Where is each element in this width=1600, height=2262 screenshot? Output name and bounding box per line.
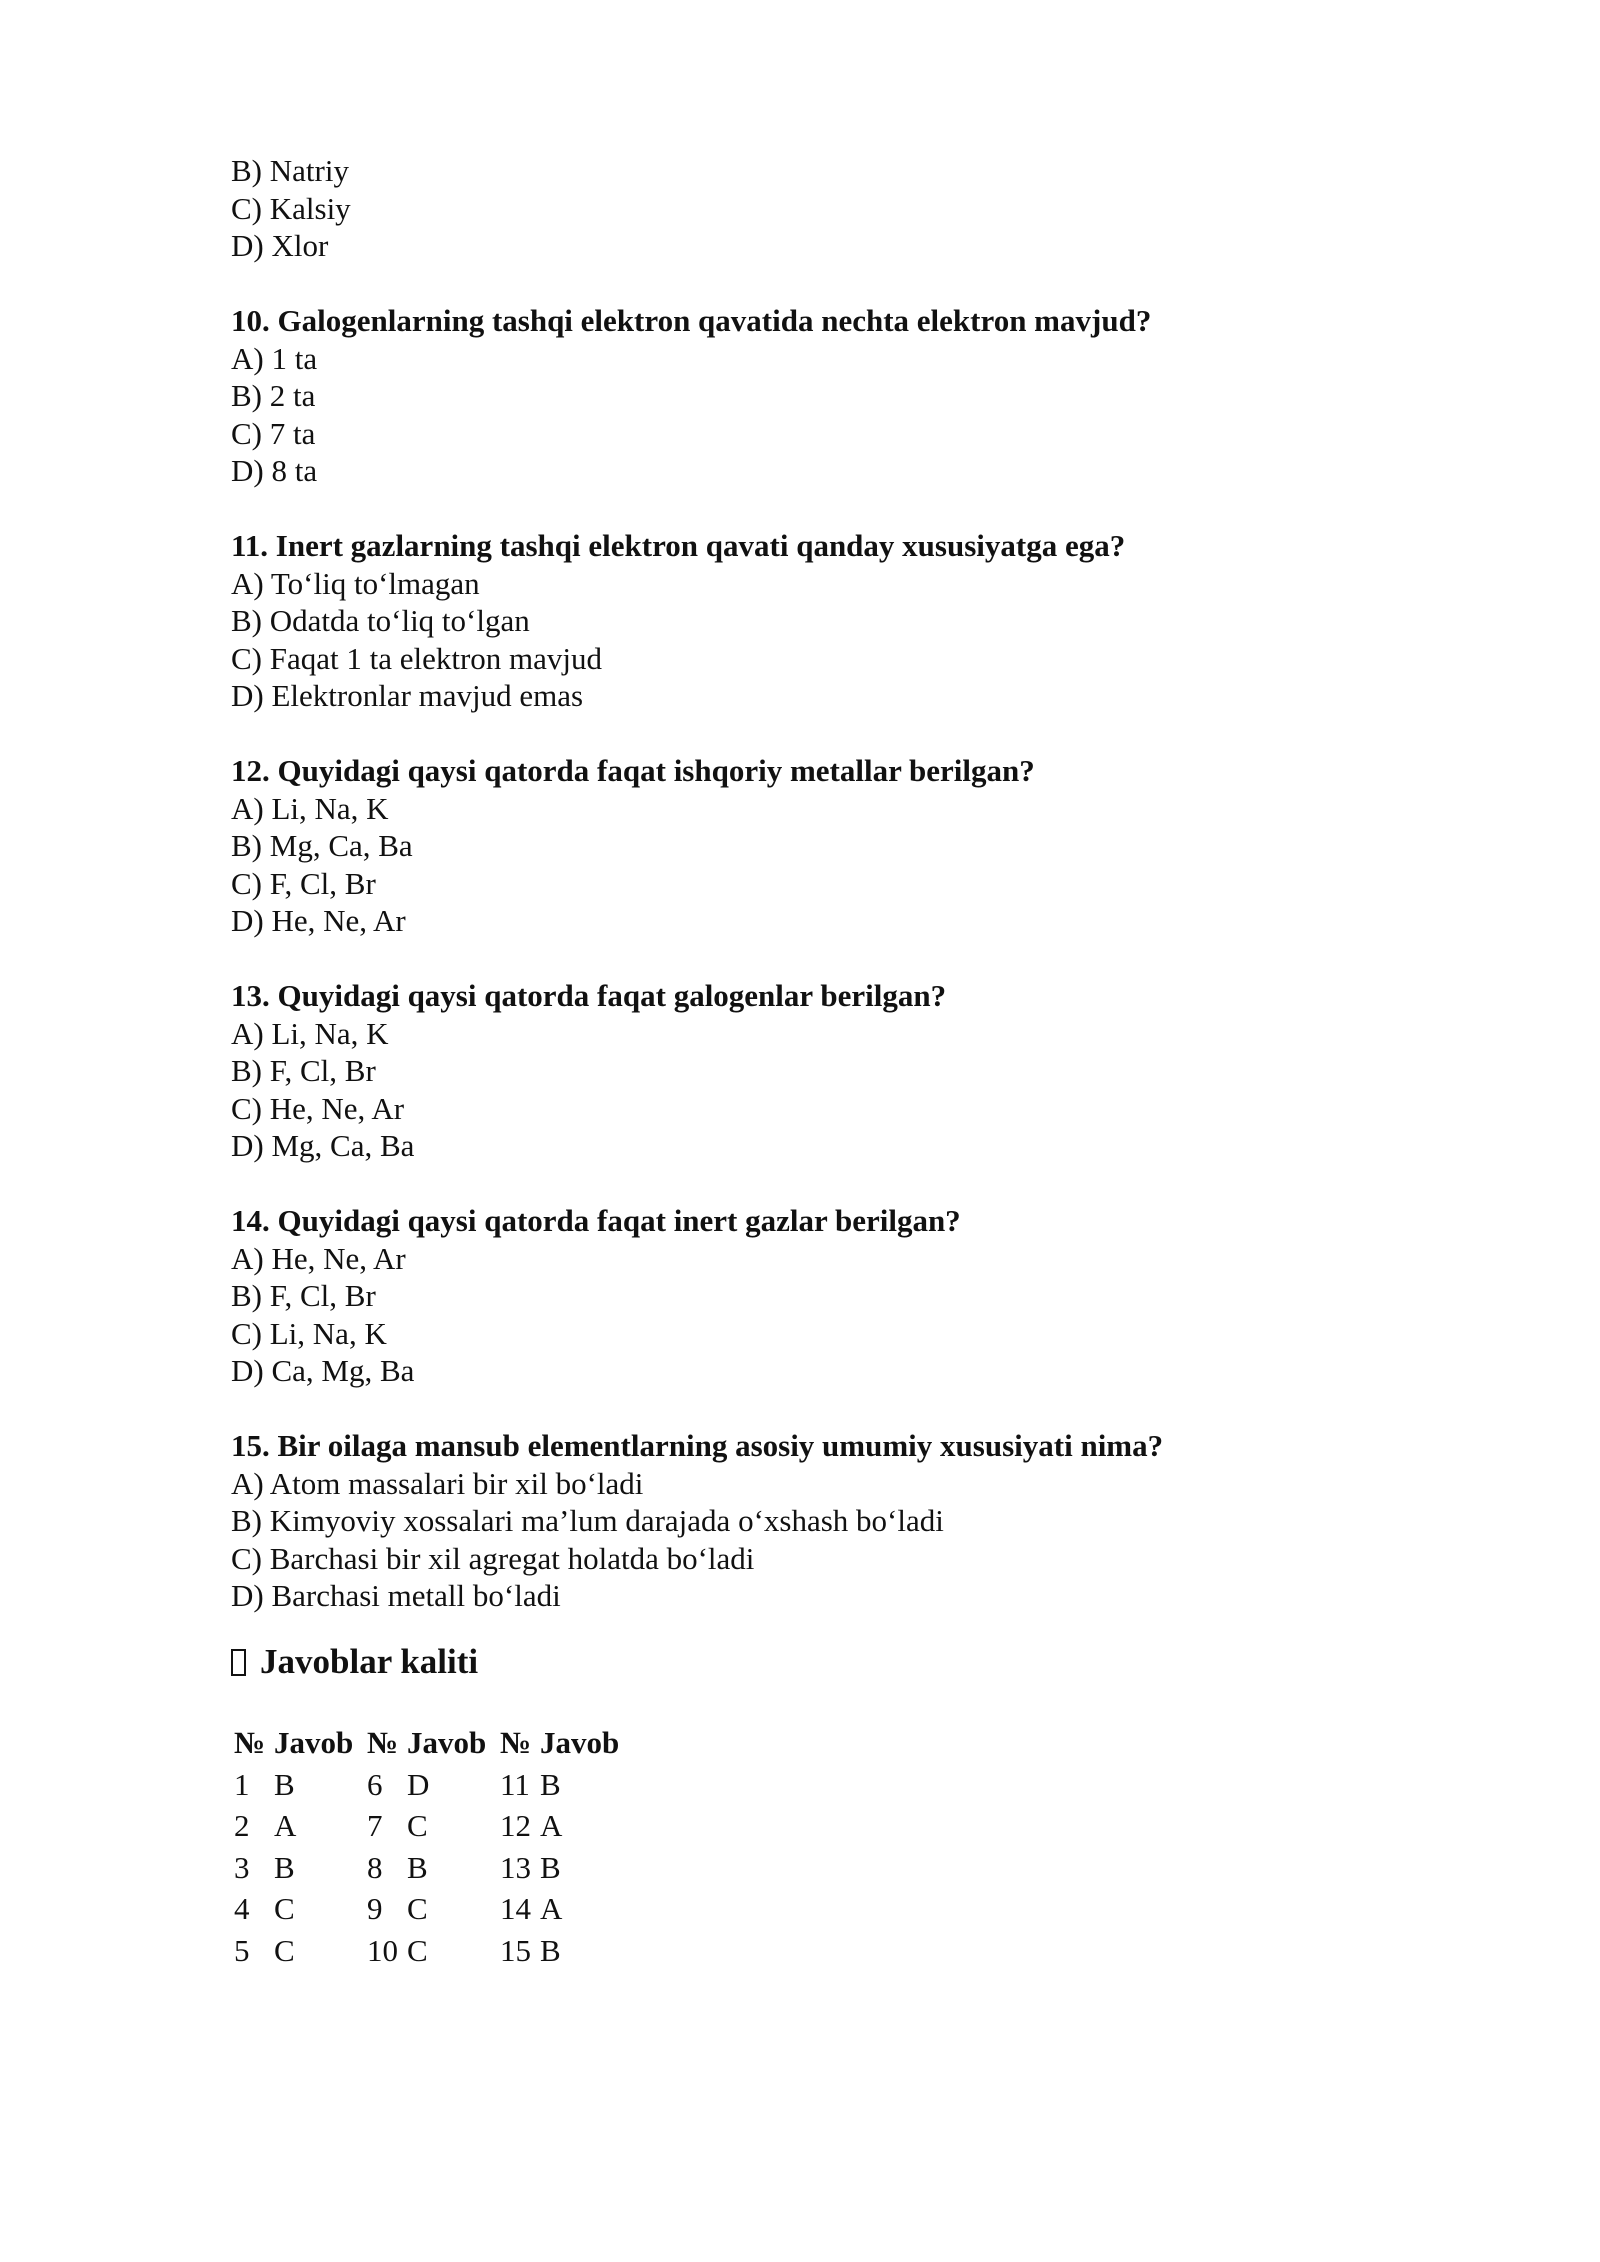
option-c: C) Kalsiy [231,190,351,226]
option-d: D) 8 ta [231,453,318,488]
answer-cell: B [407,1849,428,1885]
question-number-cell: 11 [500,1766,530,1802]
option-a: A) To‘liq to‘lmagan [231,565,480,601]
answer-key-heading-text: Javoblar kaliti [260,1641,479,1681]
column-header-answer: Javob [274,1725,354,1761]
option-c: C) Li, Na, K [231,1315,387,1351]
option-d: D) Mg, Ca, Ba [231,1128,415,1163]
table-row [234,1889,619,1931]
answer-key-heading [231,1641,1431,1683]
question-title: 10. Galogenlarning tashqi elektron qavatida nechta elektron mavjud? [231,303,1152,338]
question-title: 11. Inert gazlarning tashqi elektron qavati qanday xususiyatga ega? [231,528,1126,563]
column-header-number: № [367,1725,399,1761]
answer-key-header-row [234,1723,619,1765]
question-number-cell: 1 [234,1766,250,1802]
spacer [231,265,1431,303]
option-d: D) Xlor [231,228,329,263]
quiz-content [231,152,1431,1972]
answer-key-table [234,1723,619,1972]
question-13 [231,977,1431,1165]
option-d: D) Barchasi metall bo‘ladi [231,1578,561,1613]
question-12 [231,752,1431,940]
missing-glyph-icon [231,1649,246,1676]
spacer [231,1165,1431,1203]
table-row [234,1764,619,1806]
question-number-cell: 5 [234,1932,250,1968]
question-title: 12. Quyidagi qaysi qatorda faqat ishqoriy metallar berilgan? [231,753,1035,788]
option-d: D) Ca, Mg, Ba [231,1353,415,1388]
answer-cell: C [274,1891,295,1927]
spacer [231,715,1431,753]
option-c: C) He, Ne, Ar [231,1090,405,1126]
answer-cell: C [407,1932,428,1968]
question-number-cell: 3 [234,1849,250,1885]
question-9-tail-options [231,152,1431,265]
table-row [234,1847,619,1889]
option-d: D) Elektronlar mavjud emas [231,678,584,713]
question-10 [231,302,1431,490]
column-header-answer: Javob [407,1725,487,1761]
column-header-number: № [234,1725,266,1761]
answer-cell: A [274,1808,297,1844]
table-row [234,1806,619,1848]
table-row [234,1930,619,1972]
answer-cell: B [540,1932,561,1968]
question-number-cell: 8 [367,1849,383,1885]
answer-cell: A [540,1891,563,1927]
question-title: 13. Quyidagi qaysi qatorda faqat galogenlar berilgan? [231,978,947,1013]
option-c: C) Faqat 1 ta elektron mavjud [231,640,603,676]
question-number-cell: 13 [500,1849,531,1885]
option-d: D) He, Ne, Ar [231,903,406,938]
option-b: B) 2 ta [231,378,316,413]
answer-cell: B [540,1766,561,1802]
option-c: C) Barchasi bir xil agregat holatda bo‘ladi [231,1540,755,1576]
question-15 [231,1427,1431,1615]
question-number-cell: 14 [500,1891,531,1927]
question-number-cell: 2 [234,1808,250,1844]
question-title: 14. Quyidagi qaysi qatorda faqat inert gazlar berilgan? [231,1203,961,1238]
option-a: A) Li, Na, K [231,790,389,826]
option-a: A) 1 ta [231,340,318,376]
column-header-number: № [500,1725,532,1761]
spacer [231,940,1431,978]
answer-cell: C [407,1891,428,1927]
option-c: C) F, Cl, Br [231,865,376,901]
answer-cell: C [274,1932,295,1968]
answer-cell: D [407,1766,430,1802]
answer-cell: B [274,1766,295,1802]
question-11 [231,527,1431,715]
spacer [231,490,1431,528]
answer-cell: B [540,1849,561,1885]
option-b: B) Odatda to‘liq to‘lgan [231,603,530,638]
column-header-answer: Javob [540,1725,620,1761]
option-a: A) Atom massalari bir xil bo‘ladi [231,1465,644,1501]
question-number-cell: 9 [367,1891,383,1927]
question-number-cell: 6 [367,1766,383,1802]
option-b: B) F, Cl, Br [231,1053,376,1088]
option-a: A) Li, Na, K [231,1015,389,1051]
spacer [231,1390,1431,1428]
answer-cell: A [540,1808,563,1844]
question-number-cell: 15 [500,1932,531,1968]
question-title: 15. Bir oilaga mansub elementlarning asosiy umumiy xususiyati nima? [231,1428,1164,1463]
question-number-cell: 4 [234,1891,250,1927]
question-number-cell: 10 [367,1932,398,1968]
answer-cell: C [407,1808,428,1844]
option-b: B) F, Cl, Br [231,1278,376,1313]
option-b: B) Natriy [231,153,349,188]
option-a: A) He, Ne, Ar [231,1240,406,1276]
question-14 [231,1202,1431,1390]
option-c: C) 7 ta [231,415,316,451]
question-number-cell: 12 [500,1808,531,1844]
option-b: B) Mg, Ca, Ba [231,828,413,863]
answer-cell: B [274,1849,295,1885]
option-b: B) Kimyoviy xossalari ma’lum darajada o‘xshash bo‘ladi [231,1503,944,1538]
question-number-cell: 7 [367,1808,383,1844]
